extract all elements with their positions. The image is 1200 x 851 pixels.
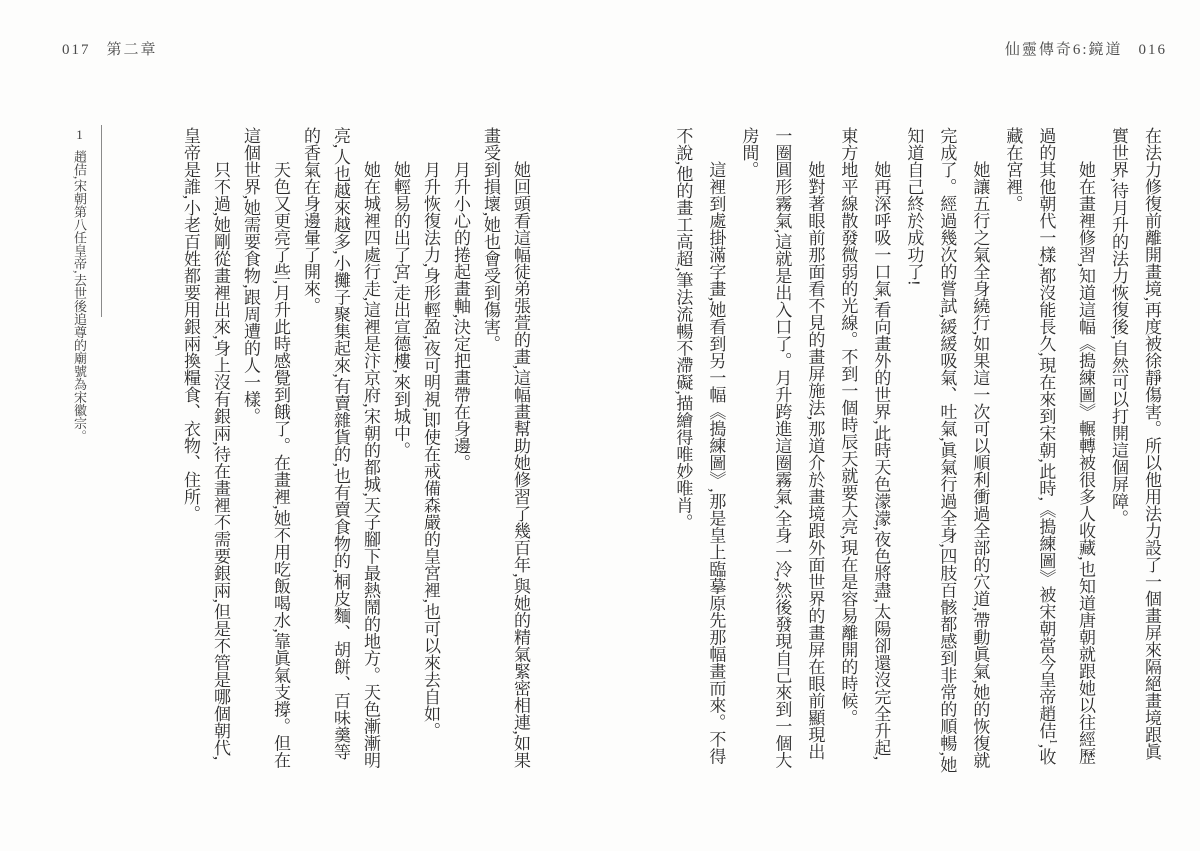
footnote-ref: 1 xyxy=(1047,739,1058,744)
left-page-header xyxy=(62,38,158,59)
footnote-marker: 1 xyxy=(72,127,87,142)
paragraph: 她在城裡四處行走,這裡是汴京府,宋朝的都城,天子腳下最熱鬧的地方。天色漸漸明亮,人也越來越多,小攤子聚集起來,有賣雜貨的,也有賣食物的,桐皮麵、胡餅、百味羹等的香氣在身邊暈了開來。 xyxy=(301,127,380,769)
book-title: 仙靈傳奇6:鏡道 xyxy=(1004,42,1123,58)
paragraph: 只不過,她剛從畫裡出來,身上沒有銀兩,待在畫裡不需要銀兩,但是不管是哪個朝代,皇帝是誰,小老百姓都要用銀兩換糧食、衣物、住所。 xyxy=(181,127,230,761)
paragraph: 月升小心的捲起畫軸,決定把畫帶在身邊。 xyxy=(451,161,470,472)
paragraph: 她再深呼吸一口氣,看向畫外的世界,此時天色濛濛,夜色將盡,太陽卻還沒完全升起,東方地平線散發微弱的光線。不到一個時辰天就要大亮,現在是容易離開的時候。 xyxy=(838,127,891,761)
paragraph: 她輕易的出了宮,走出宣德樓,來到城中。 xyxy=(391,161,410,459)
footnote-rule xyxy=(101,125,102,317)
right-page-text-block xyxy=(666,127,1168,777)
paragraph: 她對著眼前那面看不見的畫屏施法,那道介於畫境跟外面世界的畫屏在眼前顯現出一圈圓形霧氣,這就是出入口了。月升跨進這圈霧氣,全身一冷,然後發現自己來到一個大房間。 xyxy=(739,127,825,769)
paragraph: 在法力修復前離開畫境,再度被徐靜傷害。所以他用法力設了一個畫屏來隔絕畫境跟眞實世界,待月升的法力恢復後,自然可以打開這個屏障。 xyxy=(1109,127,1161,761)
right-page-header xyxy=(1005,38,1167,59)
chapter-title: 第二章 xyxy=(106,42,158,58)
footnote xyxy=(64,127,94,687)
paragraph: 她在畫裡修習,知道這幅《搗練圖》輾轉被很多人收藏,也知道唐朝就跟她以往經歷過的其他朝代一樣,都沒能長久,現在來到宋朝,此時,《搗練圖》被宋朝當今皇帝趙佶$^1$,收藏在宮裡。 xyxy=(1003,127,1095,766)
paragraph: 月升恢復法力,身形輕盈,夜可明視,即使在戒備森嚴的皇宮裡,也可以來去自如。 xyxy=(421,161,440,739)
paragraph: 她回頭看這幅徒弟張萱的畫,這幅畫幫助她修習了幾百年,與她的精氣緊密相連,如果畫受到損壞,她也會受到傷害。 xyxy=(481,127,530,769)
footnote-text: 趙佶,宋朝第八任皇帝,去世後追尊的廟號為宋徽宗。 xyxy=(72,150,87,443)
paragraph: 天色又更亮了些,月升此時感覺到餓了。在畫裡,她不用吃飯喝水,靠眞氣支撐。但在這個世界,她需要食物,跟周遭的人一樣。 xyxy=(241,127,290,769)
paragraph: 這裡到處掛滿字畫,她看到另一幅《搗練圖》,那是皇上臨摹原先那幅畫而來。不得不說,他的畫工高超,筆法流暢不滯礙,描繪得唯妙唯肖。 xyxy=(673,127,726,765)
left-page-number: 017 xyxy=(62,42,91,58)
right-page-number: 016 xyxy=(1138,42,1167,58)
left-page-text-block xyxy=(175,127,535,777)
paragraph: 她讓五行之氣全身繞行,如果這一次可以順利衝過全部的穴道,帶動眞氣,她的恢復就完成了。經過幾次的嘗試,緩緩吸氣、吐氣,眞氣行過全身,四肢百骸都感到非常的順暢,她知道自己終於成功了! xyxy=(904,127,990,773)
